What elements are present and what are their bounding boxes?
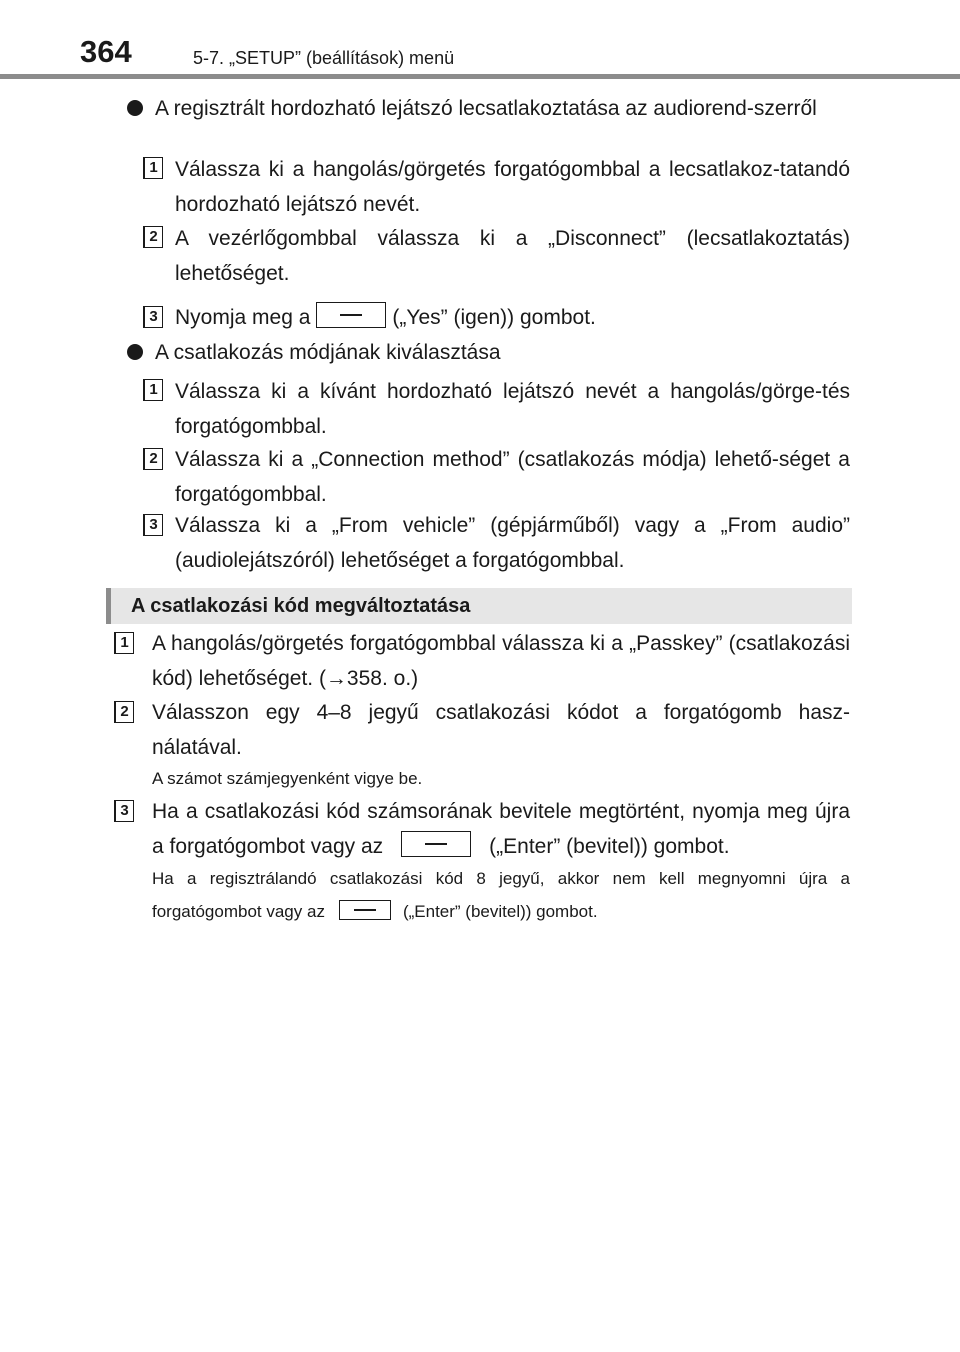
page-number: 364	[80, 34, 132, 69]
header-divider	[0, 74, 960, 79]
step-number-2: 2	[114, 701, 134, 723]
step-text-before: Nyomja meg a	[175, 306, 311, 329]
disconnect-step-2: A vezérlőgombbal válassza ki a „Disconnect” (lecsatlakoztatás) lehetőséget.	[175, 227, 850, 285]
connection-method-title: A csatlakozás módjának kiválasztása	[155, 341, 501, 364]
enter-button-icon	[339, 900, 391, 920]
connection-step-3: Válassza ki a „From vehicle” (gépjárműből) vagy a „From audio” (audiolejátszóról) lehetőséget a forgatógombbal.	[175, 514, 850, 572]
passkey-step-2-note: A számot számjegyenként vigye be.	[152, 769, 423, 788]
passkey-step-3-note	[152, 862, 850, 928]
enter-button-icon	[401, 831, 471, 857]
disconnect-title: A regisztrált hordozható lejátszó lecsatlakoztatása az audiorend-szerről	[155, 97, 817, 120]
disconnect-step-3	[175, 300, 850, 335]
step-number-1: 1	[143, 157, 163, 179]
yes-button-icon	[316, 302, 386, 328]
step-text-after: („Enter” (bevitel)) gombot.	[489, 835, 730, 858]
step-number-1: 1	[143, 379, 163, 401]
connection-step-2: Válassza ki a „Connection method” (csatlakozás módja) lehető-séget a forgatógombbal.	[175, 448, 850, 506]
step-number-3: 3	[114, 800, 134, 822]
passkey-step-3	[152, 794, 850, 864]
step-text-after: („Yes” (igen)) gombot.	[392, 306, 596, 329]
step-number-3: 3	[143, 514, 163, 536]
step-text-before: Ha a csatlakozási kód számsorának bevitele megtörtént, nyomja meg újra a forgatógombot vagy az	[152, 800, 850, 858]
section-title: A csatlakozási kód megváltoztatása	[131, 595, 471, 617]
step-number-2: 2	[143, 448, 163, 470]
connection-step-1: Válassza ki a kívánt hordozható lejátszó nevét a hangolás/görge-tés forgatógombbal.	[175, 380, 850, 438]
note-text-before: Ha a regisztrálandó csatlakozási kód 8 jegyű, akkor nem kell megnyomni újra a forgatógombot vagy az	[152, 869, 850, 921]
passkey-step-2: Válasszon egy 4–8 jegyű csatlakozási kódot a forgatógomb hasz-nálatával.	[152, 701, 850, 759]
bullet-icon	[127, 344, 143, 360]
page-header	[0, 0, 960, 80]
passkey-step-1: A hangolás/görgetés forgatógombbal válassza ki a „Passkey” (csatlakozási kód) lehetőséget. (→358. o.)	[152, 632, 850, 690]
note-text-after: („Enter” (bevitel)) gombot.	[402, 902, 598, 921]
step-number-2: 2	[143, 226, 163, 248]
section-header	[106, 588, 852, 624]
step-number-1: 1	[114, 632, 134, 654]
step-number-3: 3	[143, 306, 163, 328]
disconnect-step-1: Válassza ki a hangolás/görgetés forgatógombbal a lecsatlakoz-tatandó hordozható lejátszó nevét.	[175, 158, 850, 216]
chapter-title: 5-7. „SETUP” (beállítások) menü	[193, 48, 455, 68]
bullet-icon	[127, 100, 143, 116]
